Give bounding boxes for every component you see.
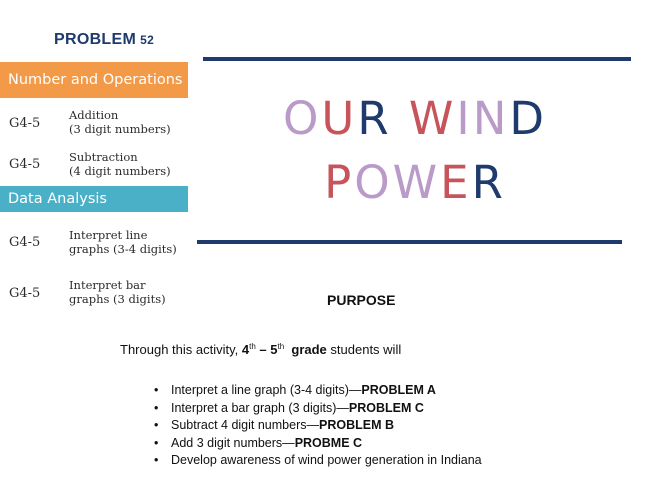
goal-text: Interpret a line graph (3-4 digits)—: [171, 383, 362, 397]
grade-five-suffix: th: [277, 342, 285, 351]
goal-item: [154, 435, 482, 453]
bullet-icon: •: [154, 418, 159, 432]
title-letter: D: [509, 92, 548, 145]
goal-text: Add 3 digit numbers—: [171, 435, 295, 450]
grade-word: grade: [291, 342, 327, 357]
title-letter: W: [392, 156, 441, 209]
standard-grade: G4-5: [9, 157, 41, 172]
title-rule-bottom: [197, 240, 622, 244]
title-rule-top: [203, 57, 631, 61]
purpose-goals-list: [154, 382, 482, 470]
goal-problem-ref: PROBLEM B: [319, 418, 394, 432]
goal-item: [154, 382, 482, 400]
grade-dash: –: [255, 342, 271, 357]
purpose-heading: PURPOSE: [327, 292, 396, 308]
problem-label: PROBLEM: [54, 31, 137, 48]
title-letter: N: [472, 92, 510, 145]
intro-end: students will: [326, 342, 402, 357]
bullet-icon: •: [154, 400, 159, 415]
goal-text: Subtract 4 digit numbers—: [171, 418, 319, 432]
title-letter: E: [440, 156, 472, 209]
grade-four-suffix: th: [249, 342, 256, 351]
problem-heading: [54, 31, 154, 49]
standard-description: Interpret line graphs (3-4 digits): [69, 228, 177, 256]
bullet-icon: •: [154, 453, 159, 467]
title-letter: O: [282, 92, 322, 145]
bullet-icon: •: [154, 383, 159, 397]
goal-item: [154, 400, 482, 418]
title-letter: I: [456, 92, 473, 145]
problem-number: 52: [140, 33, 155, 47]
intro-start: Through this activity,: [120, 342, 242, 357]
title-letter: P: [324, 156, 355, 209]
standard-grade: G4-5: [9, 286, 41, 301]
title-letter: W: [408, 92, 457, 145]
standard-description: Interpret bar graphs (3 digits): [69, 278, 166, 306]
title-letter: [392, 92, 409, 145]
title-line-our-wind: [200, 92, 630, 145]
goal-item: [154, 417, 482, 435]
standard-grade: G4-5: [9, 235, 41, 250]
standard-description: Addition (3 digit numbers): [69, 108, 171, 136]
purpose-intro: [120, 342, 401, 357]
goal-problem-ref: PROBLEM C: [348, 400, 424, 415]
grade-five: 5: [270, 342, 278, 357]
title-line-power: [200, 156, 630, 209]
bullet-icon: •: [154, 435, 159, 450]
goal-text: Develop awareness of wind power generation in Indiana: [171, 453, 482, 467]
standard-description: Subtraction (4 digit numbers): [69, 150, 171, 178]
title-letter: U: [321, 92, 358, 145]
goal-item: [154, 452, 482, 470]
title-letter: O: [354, 156, 393, 209]
strand-number-operations: Number and Operations: [0, 62, 188, 98]
goal-problem-ref: PROBME C: [294, 435, 363, 450]
strand-data-analysis: Data Analysis: [0, 186, 188, 212]
goal-problem-ref: PROBLEM A: [361, 383, 436, 397]
title-letter: R: [357, 92, 392, 145]
standard-grade: G4-5: [9, 116, 41, 131]
grade-four: 4: [241, 342, 250, 357]
goal-text: Interpret a bar graph (3 digits)—: [171, 400, 349, 415]
title-letter: R: [471, 156, 506, 209]
